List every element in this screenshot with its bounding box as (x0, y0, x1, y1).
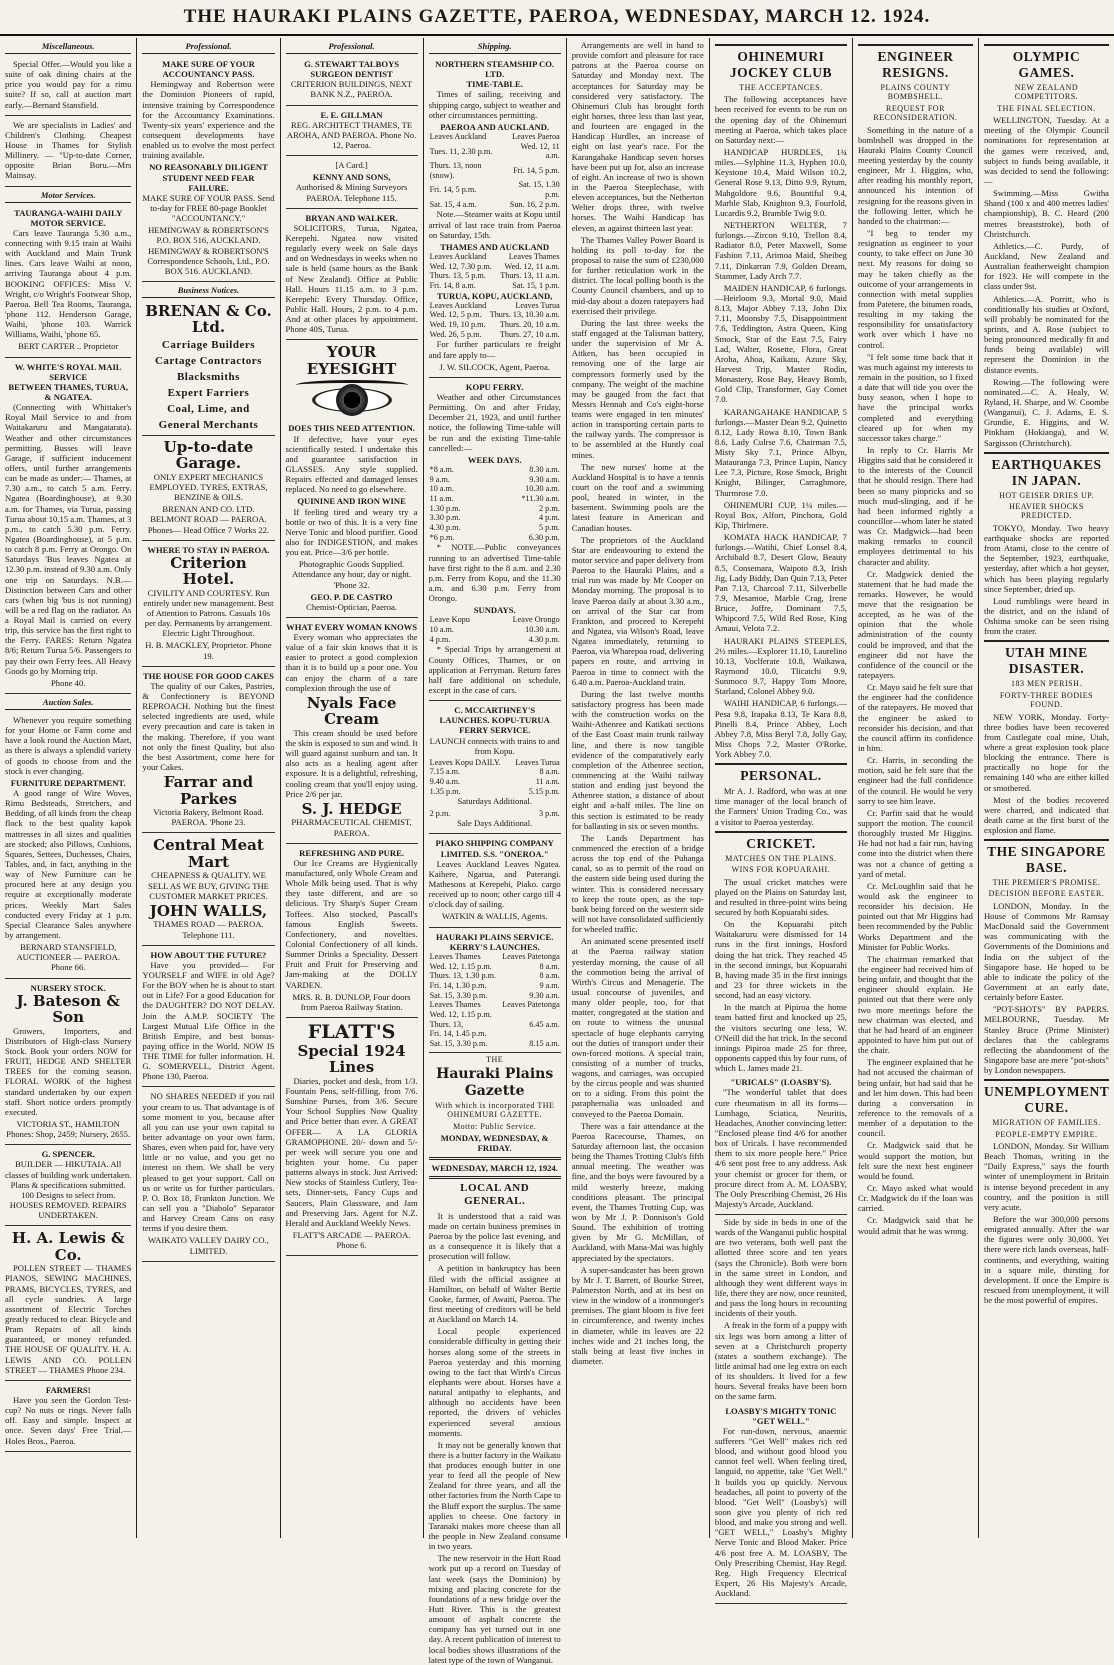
ad-auction-mart: Whenever you require something for your Home or Farm come and have a look round the Auction Mart, as there is always a splendid variety of goods to choose from and the stock is ever changing. FURNITURE DEPARTMENT. A good range of Wire Woves, Rimu Bedsteads, Stretchers, and Bedding, of all kinds from the cheap flock to the best quality kapok mattresses in all sizes and qualities are stocked; also Pillows, Cushions, Squares, Settees, Duchesses, Chairs, Tables, and, in fact, anything in the way of New Furniture can be procured here at any design you require at exceptionally moderate prices. Weekly Mart Sales conducted every Friday at 1 p.m. Special Clearance Sales anywhere by arrangement. BERNARD STANSFIELD, AUCTIONEER — PAEROA. Phone 66. (5, 713, 131, 979)
ad-gillman-architect: E. E. GILLMAN REG. ARCHITECT THAMES, TE AROHA, AND PAEROA. Phone No. 12, Paeroa. (286, 108, 418, 157)
ad-special-offer: Special Offer.—Would you like a suite of oak dining chairs at the price you would pay for a rimu suite? If so, call at auction mart early.—Bernard Stansfield. (5, 57, 131, 116)
ad-mccartney-launches: C. MCCARTHNEY'S LAUNCHES. KOPU-TURUA FERRY SERVICE. LAUNCH connects with trains to and from Kopu. Leaves Kopu DAILY. Leaves Turua 7.15 a.m. 8 a.m. 9.40 a.m. 11 a.m. 1.35 p.m. 5.15 p.m. Saturdays Additional. 2 p.m. 3 p.m. Sale Days Additional. (429, 703, 561, 834)
ad-northern-steamship: NORTHERN STEAMSHIP CO. LTD. TIME-TABLE. Times of sailing, receiving and shipping cargo, subject to weather and other circumstances permitting. PAEROA AND AUCKLAND. Leaves Auckland Leaves Paeroa Tues. 11, 2.30 p.m. Wed. 12, 11 a.m. Thurs. 13, noon (snow). Fri. 14, 5 p.m. Fri. 14, 5 p.m. Sat. 15, 1.30 p.m. Sat. 15, 4 a.m. Sun. 16, 2 p.m. Note.—Steamer waits at Kopu until arrival of last race train from Paeroa on Saturday, 15th. THAMES AND AUCKLAND Leaves Auckland Leaves Thames Wed. 12, 7.30 p.m. Wed. 12, 11 a.m. Thurs. 13, 5 p.m. Thurs. 13, 11 a.m. Fri. 14, 8 a.m. Sat. 15, 1 p.m. TURUA, KOPU, AUCKLAND, Leaves Auckland Leaves Turua Wed. 12, 5 p.m. Thurs. 13, 10.30 a.m. Wed. 19, 10 p.m. Thurs. 20, 10 a.m. Wed. 26, 5 p.m. Thurs. 27, 10 a.m. For further particulars re freight and fare apply to— J. W. SILCOCK, Agent, Paeroa. (429, 57, 561, 378)
ad-eyesight: YOUR EYESIGHT DOES THIS NEED ATTENTION. If defective, have your eyes scientifically tested. I undertake this and guarantee satisfaction in GLASSES. Any style supplied. Repairs effected and damaged lenses replaced. No need to go elsewhere. QUININE AND IRON WINE If feeling tired and weary try a bottle or two of this. It is a very fine Nerve Tonic and blood purifier. Good also for INDIGESTION, and makes you eat. Price—3/6 per bottle. Photographic Goods Supplied. Attendance any hour, day or night. 'Phone 32. GEO. P. DE CASTRO Chemist-Optician, Paeroa. (286, 342, 418, 618)
column-2 (137, 38, 280, 1538)
section-heading-professional: Professional. (142, 40, 274, 54)
section-heading-auction: Auction Sales. (5, 696, 131, 710)
ad-royal-mail-service: W. WHITE'S ROYAL MAIL SERVICE BETWEEN THAMES, TURUA, & NGATEA. (Connecting with Whittaker's Royal Mail Service to and from Waitakaruru and Mangatarata). Weather and other circumstances permitting. Busses will leave Garage, if sufficient inducement offers, until further arrangements can be made as under:— Thames, at 7.30 a.m., to catch 5 a.m. Ferry. Ngatea (Boardinghouse), at 9.30 a.m. for Thames, via Turua, passing Turua about 10.15 a.m. Thames, at 3 p.m., to catch 5.30 p.m. Ferry. Ngatea (Boardinghouse), at 5 p.m. to catch 8 p.m. Ferry at Orongo. On Saturdays 'Bus leaves Ngatea at 12.30 p.m. instead of 9.30 a.m. Only one trip on Saturdays. N.B.—Distinction between Cars and other cars (when big 'bus is not running) will be a red flag on the radiator. As a Royal Mail is carried on every trip, this service has the first right to the Ferry. FARES: Return Ngatea 8/6; Return Turua 5/6. Passengers to pay their own Ferry fees. All Heavy Goods go by Morning trip. Phone 40. (5, 360, 131, 695)
editorial-masthead: THE Hauraki Plains Gazette With which is incorporated THE OHINEMURI GAZETTE. Motto: Public Service. MONDAY, WEDNESDAY, & FRIDAY. WEDNESDAY, MARCH 12, 1924. (429, 1055, 561, 1179)
article-singapore-base: THE SINGAPORE BASE. THE PREMIER'S PROMISE. DECISION BEFORE EASTER. LONDON, Monday. In the House of Commons Mr Ramsay MacDonald said the Government was communicating with the Governments of the Dominions and India on the subject of the Singapore base. He hoped to be able to indicate the policy of the Government at an early date, certainly before Easter. "POT-SHOTS" BY PAPERS. MELBOURNE, Tuesday. Mr Stanley Bruce (Prime Minister) declares that the cablegrams reflecting the abandonment of the Singapore base are mere "pot-shots" by London newspapers. (984, 839, 1109, 1075)
timetable-ferry-weekdays: *8 a.m. 8.30 a.m. 9 a.m. 9.30 a.m. 10 a.m. 10.30 a.m. 11 a.m. *11.30 a.m. 1.30 p.m. 2 p.m. 3.30 p.m. 4 p.m. 4.30 p.m. 5 p.m. *6 p.m. 6.30 p.m. (429, 465, 560, 542)
column-4 (424, 38, 567, 1665)
timetable-launches: Leaves Kopu DAILY. Leaves Turua 7.15 a.m. 8 a.m. 9.40 a.m. 11 a.m. 1.35 p.m. 5.15 p.m. (429, 757, 560, 796)
column-5 (567, 38, 710, 1538)
ad-hauraki-plains-service: HAURAKI PLAINS SERVICE. KERRY'S LAUNCHES. Leaves Thames Leaves Patetonga Wed. 12, 1.15 p.m. 8 a.m. Thurs. 13, 1.30 p.m. 8 a.m. Fri. 14, 1.30 p.m. 9 a.m. Sat. 15, 3.30 p.m. 9.30 a.m. Leaves Thames Leaves Patetonga Wed. 12, 1.15 p.m. Thurs. 13, 6.45 a.m. Fri. 14, 1.45 p.m. Sat. 15, 3.30 p.m. 8.15 a.m. (429, 930, 561, 1053)
ad-nyals-face-cream: WHAT EVERY WOMAN KNOWS Every woman who appreciates the value of a fair skin knows that it is easier to protect a good complexion than it is to build up a poor one. You can enjoy the charm of a rare complexion through the use of Nyals Face Cream This cream should be used before the skin is exposed to sun and wind. It will guard against sunburn and tan. It also acts as a healing agent after exposure. It is a delightful, refreshing, cooling cream that you'll enjoy using. Price 2/6 per jar. S. J. HEDGE PHARMACEUTICAL CHEMIST, PAEROA. (286, 620, 418, 844)
ad-flatts: FLATT'S Special 1924 Lines Diaries, pocket and desk, from 1/3. Fountain Pens, self-filling, from 7/6. Sunshine Purses, from 3/6. Secure Your School Supplies Now Quality and Price better than ever. A GREAT OFFER— A LA GLORIA GRAMOPHONE. 20/- down and 5/- per week will secure you one and brighten your home. Cu paper patterns always in stock. Just Arrived: New stocks of Stainless Cutlery, Tea-sets, Dinner-sets, Fancy Cups and Saucers, Plain Glassware, and Jam and Preserving Jars. Agent for N.Z. Herald and Auckland Weekly News. FLATT'S ARCADE — PAEROA. Phone 6. (286, 1020, 418, 1256)
ad-good-cakes: THE HOUSE FOR GOOD CAKES The quality of our Cakes, Pastries, & Confectionery is BEYOND REPROACH. Nothing but the finest selected ingredients are used, while every precaution and care is taken in the making. Therefore, if you want not only the finest Quality, but also the best Assortment, come here for your Cakes. Farrar and Parkes Victoria Bakery, Belmont Road. PAEROA. 'Phone 23. (142, 669, 274, 834)
section-heading-shipping: Shipping. (429, 40, 561, 54)
newspaper-page (0, 38, 1114, 1665)
timetable-kerry-launches: Leaves Thames Leaves Patetonga Wed. 12, 1.15 p.m. 8 a.m. Thurs. 13, 1.30 p.m. 8 a.m. Fri. 14, 1.30 p.m. 9 a.m. Sat. 15, 3.30 p.m. 9.30 a.m. Leaves Thames Leaves Patetonga Wed. 12, 1.15 p.m. Thurs. 13, 6.45 a.m. Fri. 14, 1.45 p.m. Sat. 15, 3.30 p.m. 8.15 a.m. (429, 951, 560, 1048)
ad-lewis-co: H. A. Lewis & Co. POLLEN STREET — THAMES PIANOS, SEWING MACHINES, PRAMS, BICYCLES, TYRES, and all cycle sundries. A large assortment of Electric Torches greatly reduced to clear. Bicycle and Pram Repairs of all kinds guaranteed, or money refunded. THE HOUSE OF QUALITY. H. A. LEWIS AND CO. POLLEN STREET — THAMES Phone 234. (5, 1228, 131, 1381)
ad-brenan-co: BRENAN & Co. Ltd. Carriage Builders Cartage Contractors Blacksmiths Expert Farriers Coal, Lime, and General Merchants Up-to-date Garage. ONLY EXPERT MECHANICS EMPLOYED. TYRES, EXTRAS, BENZINE & OILS. BRENAN AND CO. LTD. BELMONT ROAD — PAEROA. Phones— Head Office 7 Works 22. (142, 301, 274, 541)
article-cricket: CRICKET. MATCHES ON THE PLAINS. WINS FOR KOPUARAHI. The usual cricket matches were played on the Plains on Saturday last, and resulted in three-point wins being secured by both Kopuarahi sides. On the Kopuarahi pitch Waitakaruru were dismissed for 14 runs in the first innings, Hosford doing the hat trick. They reached 45 in the second innings, but Kopuarahi B, having made 35 in the first innings and 23 for three wickets in the second, had an easy victory. In the match at Pipiroa the home team batted first and knocked up 25, the visitors securing one less, W. O'Neill did the hat trick. In the second innings Pipiroa made 25 for three, opponents capped this by four runs, of which L. James made 21. (715, 831, 847, 1073)
ad-spencer-builder: G. SPENCER. BUILDER — HIKUTAIA. All classes of building work undertaken. Plans & specifications submitted. 100 Designs to select from. HOUSES REMOVED. REPAIRS UNDERTAKEN. (5, 1147, 131, 1226)
article-engineer-resigns: ENGINEER RESIGNS. PLAINS COUNTY BOMBSHELL. REQUEST FOR RECONSIDERATION. Something in the nature of a bombshell was dropped in the Hauraki Plains County Council meeting yesterday by the county engineer, Mr J. Higgins, who, after reading his monthly report, announced his intention of resigning for the reasons given in the following letter, which he handed to the chairman:— "I beg to tender my resignation as engineer to your county, to take effect on June 30 next. My reasons for doing so may be taken chiefly as the outcome of your arrangements in connection with metal supplies from Patetere, the bitumen roads, resulting in my taking the responsibility for unsatisfactory work over which I have no control. "I felt some time back that it was much against my interests to remain in the position, so I fixed a date that will tide you over the busy season, when I hope to have the principal works completed and everything cleared up for when my successor takes charge." In reply to Cr. Harris Mr Higgins said that he considered it to the interests of the Council that he should resign. There had been so many pinpricks and so much mud-slinging, and if he had been informed rightly a councillor—whom later he stated was Cr. Madgwick—had been making remarks to council employees detrimental to his character and ability. Cr. Madgwick denied the statement that he had made the remarks. However, he would move that the resignation be accepted, as he was of the opinion that the whole administration of the county could be improved, and that the engineer did not have the confidence of the council or the ratepayers. Cr. Mayo said he felt sure that the engineer had the confidence of the ratepayers. He moved that the engineer be asked to reconsider his decision, and that the council affirm its confidence in him. Cr. Harris, in seconding the motion, said he felt sure that the engineer had the full confidence of the council. He would be very sorry to see him leave. Cr. Parfitt said that he would support the motion. The council thoroughly trusted Mr Higgins. He had not had a fair run, having come into the district when there was not a chance of getting a yard of metal. Cr. McLoughlin said that he would ask the engineer to reconsider his decision. He pointed out that Mr Higgins had been recommended by the Public Works Department and the Minister for Public Works. The chairman remarked that the engineer had received him of being unfair, and thought that the engineer should explain. He pointed out that there were only two more meetings before the new chairman was elected, and that he had heard of an engineer appointed to have him put out of the chair. The engineer explained that he had not accused the chairman of being unfair, but had said that he and let him down. This had been during a conversation in reference to the removals of a member of a deputation to the council. Cr. Madgwick said that he would support the motion, but felt sure the next best engineer would be found. Cr. Mayo asked what would Cr. Madgwick do if the loan was carried. Cr. Madgwick said that he would admit that he was wrong. (858, 44, 973, 1236)
ad-amp-society: HOW ABOUT THE FUTURE? Have you provided— For YOURSELF and WIFE in old Age? For the BOY when he is about to start out in Life? For a good Education for the DAUGHTER? DO NOT DELAY. Join the A.M.P. SOCIETY The Largest Mutual Life Office in the British Empire, and best bonus-paying office in the World. NOW IS THE TIME for fuller information. H. G. SOMERVELL, District Agent. Phone 130, Paeroa. (142, 948, 274, 1088)
column-7 (853, 38, 979, 1538)
ad-piako-shipping: PIAKO SHIPPING COMPANY LIMITED. S.S. "ONEROA." Leaves Auckland Leaves Ngatea. Kaihere, Ngarua, and Paterangi. Mathesons at Kerepehi, Piako. cargo received up to noon; other cargo till 4 o'clock day of sailing. WATKIN & WALLIS, Agents. (429, 836, 561, 927)
ad-central-meat-mart: Central Meat Mart CHEAPNESS & QUALITY. WE SELL AS WE BUY, GIVING THE CUSTOMER MARKET PRICES. JOHN WALLS, THAMES ROAD — PAEROA. Telephone 111. (142, 835, 274, 945)
section-heading-miscellaneous: Miscellaneous. (5, 40, 131, 54)
ad-accountancy-pass: MAKE SURE OF YOUR ACCOUNTANCY PASS. Hemingway and Robertson were the Dominion Pioneers of rapid, intensive training by Correspondence for the Accountancy Examinations. Twenty-six years' experience and the consequent developments have enabled us to evolve the most perfect training available. NO REASONABLY DILIGENT STUDENT NEED FEAR FAILURE. MAKE SURE OF YOUR PASS. Send to-day for FREE 80-page Booklet "ACCOUNTANCY." HEMINGWAY & ROBERTSON'S P.O. BOX 516, AUCKLAND. HEMINGWAY & ROBERTSON'S Correspondence Schools, Ltd., P.O. BOX 516. AUCKLAND. (142, 57, 274, 282)
section-heading-professional-2: Professional. (286, 40, 418, 54)
article-personal: PERSONAL. Mr A. J. Radford, who was at one time manager of the local branch of the Farmers' Union Trading Co., was a visitor to Paeroa yesterday. (715, 763, 847, 826)
column-3 (281, 38, 424, 1538)
article-local-continued: Arrangements are well in hand to provide comfort and pleasure for race patrons at the Paeroa course on Saturday and Monday next. The acceptances for Saturday may be considered very satisfactory. The Ohinemuri Club has brought forth eight horses, three less than last year, and fourteen are engaged in the Handicap Hurdles, an increase of eight on last year's race. For the Karangahake Handicap seven horses have been put up for, also an increase of eight. An increase of two is shown in the Paeroa Steeplechase, with eleven acceptances, but the Netherton Welter drops three, with twelve horses. The Waihi Handicap has eleven, as against thirteen last year. The Thames Valley Power Board is holding its poll to-day for the proposal to raise the sum of £230,000 for further reticulation work in the district. The local polling booth is the County Council chambers, and up to mid-day about a dozen ratepayers had exercised their privilege. During the last three weeks the staff engaged at the Talisman battery, under the supervision of Mr A. Aitken, has been occupied in removing one of the large air compressors formerly used by the company. The weight of the machine may be gauged from the fact that Messrs Hennah and Co's eight-horse teams were engaged in ten minutes' action in transporting certain parts to the railway yards. The compressor is to be assembled at the Huntly coal mines. The new nurses' home at the Auckland Hospital is to have a tennis court on the roof and a swimming pool, heated in winter, in the basement. Swimming pools are the latest feature in American and Canadian houses. The proprietors of the Auckland Star are endeavouring to extend the motor service and paper delivery from Paeroa to the Hauraki Plains, and a trial run was made by Mr Cooper on Monday morning. The proposal is to leave Paeroa daily at about 3.30 a.m., on arrival of the Star car from Frankton, and proceed to Kerepehi and Ngatea, via Wilson's Road, leave Ngatea immediately, returning to Paeroa, via Wharepoa road, delivering papers en route, and arriving in Paeroa in time to connect with the 6.40 a.m. Paeroa-Auckland train. During the last twelve months satisfactory progress has been made with the construction works on the Waihi-Athenree and Katikati sections of the East Coast main trunk railway line, and there is now tangible evidence of the comparatively early completion of the Athenree section, commencing at the Waihi railway station and ending just beyond the Athenree station, a distance of about eight and a-half miles. The line on this section is estimated to be ready for ballasting in six or seven months. The Lands Department has commenced the erection of a bridge across the top end of the Puhanga canal, so as to permit of the road on the eastern side being used during the winter. This is considered necessary to keep the route open, as the top-bank being forced on the western side will not have consolidated sufficiently for wheeled traffic. An animated scene presented itself at the Paeroa railway station yesterday morning, the cause of all the commotion being the arrival of Wirth's Circus and Menagerie. The usual concourse of juveniles, and many older people, too, for that matter, congregated at the station and on route to witness the unusual spectacle of huge elephants carrying out the duties of transport under their own-forced motions. A special train, consisting of a number of trucks, wagons, and carriages, was occupied by the circus people and was shunted on to a siding. From this point the paraphernalia was unloaded and conveyed to the Paeroa Domain. There was a fair attendance at the Paeroa Racecourse, Thames, on Saturday afternoon last, the occasion being the Thames Trotting Club's fifth annual meeting. The weather was fine, and the boys were favoured by a mild westerly breeze, making conditions pleasant. The principal event, the Thames Trotting Cup, was won by Mr J. P. Donnison's Gold Sound. The exhibition of trotting given by Mr G. McMillan, of Auckland, with Mana-Mai was highly appreciated by the spectators. A super-sandcaster has been grown by Mr J. T. Barrett, of Bourke Street, Palmerston North, and at its best on view in the window of a ironmonger's premises. The giant bloom is five feet in circumference, and twenty inches in diameter, while its leaves are 22 inches wide and 21 inches long, the stalk being at least five inches in diameter. (571, 40, 704, 1366)
ad-uricals: "URICALS" (LOASBY'S). "The wonderful tablet that does cure rheumatism in all its forms—Lumbago, Sciatica, Neuritis, Headaches, Another convincing letter: "Enclosed please find 4/6 for another box of Uricals. I have recommended them to six more people here." Price 4/6 sent post free to any address. Ask your chemist or grocer for them, or procure direct from A. M. LOASBY, The Only Prescribing Chemist, 26 His Majesty's Arcade, Auckland. (715, 1075, 847, 1215)
column-8 (979, 38, 1114, 1538)
timetable-ferry-sundays: Leave Kopu Leave Orongo 10 a.m. 10.30 a.m. 4 p.m. 4.30 p.m. (429, 615, 560, 644)
section-heading-business: Business Notices. (142, 284, 274, 298)
ad-loasby-tonic: LOASBY'S MIGHTY TONIC "GET WELL." For run-down, nervous, anaemic sufferers "Get Well" makes rich red blood, and without good blood you cannot feel well. When feeling tired, languid, no appetite, take "Get Well." It builds you up quickly. Nervous headaches, all point to poverty of the blood. "Get Well" (Loasby's) will soon give you plenty of rich red blood, and make you strong and well. "GET WELL," Loasby's Mighty Nerve Tonic and Blood Maker. Price 4/6 post free A. M. LOASBY, The Only Prescribing Chemist, Hay Regd. Reg. High Frequency Electrical Expert, 26 His Majesty's Arcade, Auckland. (715, 1404, 847, 1605)
eye-illustration-icon (288, 380, 416, 420)
ad-bryan-walker: BRYAN AND WALKER. SOLICITORS, Turua, Ngatea, Kerepehi. Ngatea now visited regularly every week on Sale days and on Wednesdays in weeks when no sale is held (same hours as the Bank of New Zealand). Office at Public Hall. Hours 11.15 a.m. to 3 p.m. Kerepehi: Every Thursday. Office, Public Hall. Hours, 2 p.m. to 4 p.m. And at other places by appointment. Phone 40S, Turua. (286, 211, 418, 341)
ad-clothing-specialists: We are specialists in Ladies' and Children's Clothing. Cheapest House in Thames for Stylish Millinery. — "Up-to-date Corner, opposite Brian Boru.—Mrs Mainsay. (5, 118, 131, 187)
article-jockey-club: OHINEMURI JOCKEY CLUB THE ACCEPTANCES. The following acceptances have been received for events to be run on the opening day of the Ohinemuri meeting at Paeroa, which takes place on Saturday next:— HANDICAP HURDLES, 1¾ miles.—Sylphine 11.3, Hyphen 10.0, Keystone 10.4, Maid Wilson 10.2, General Rose 9.13, Ditto 9.9, Rytum, Mahgoldore 9.6, Bountiful 9.4, Marble Slab, Knighton 9.3, Fourfold, Lucardis 9.2, Bramble Twig 9.0. NETHERTON WELTER, 7 furlongs.—Zircon 9.10, Trellon 8.4, Radiator 8.0, Peter Maxwell, Some Fashion 7.11, Arimoa Maid, Sheibeg 7.11, Dinkarran 7.9, Golden Dream, Stammer, Lady Arch 7.7. MAIDEN HANDICAP, 6 furlongs.—Heirloom 9.3, Mortal 9.0, Maid 8.13, Major Abbey 7.13, John Dix 7.11, Moonsby 7.5, Disappointment 7.6, Teddington, Astra Queen, King Smock, Star of the East 7.5, Fairy Lad, Walter, Rosette, Flora, Great Aroha, Ahoa, Kaikatu, Azure Sky, Harvest Trip, Master Rodin, Monastery, Rose Bay, Heavy Bomb, Gold Clip, Transformer, Gay Comet 7.0. KARANGAHAKE HANDICAP, 5 furlongs.—Master Dean 9.2, Quinetto 8.12, Lady Rowa 8.10, Town Bank 8.6, Lady Culrse 7.6, Chairman 7.5, Misty Sky 7.1, Prince Albyn, Matauranga 7.3, Prince Lupin, Nancy Lee 7.3, Picture, Rose Smock, Bright Knight, Bilinger, Carraghmore, Thurmrose 7.0. OHINEMURI CUP, 1¼ miles.—Royal Box, Alfort, Pinchora, Gold Kip, Thirlmere. KOMATA HACK HANDICAP, 7 furlongs.—Watihi, Chief Lonsel 8.4, Archibald 8.7, Desert Glow, Beauty 8.5, Consemara, Waipoto 8.3, Irish Jig, Lady Biddy, Dan Quin 7.13, Peter Pan 7.13, Charcoal 7.11, Silverbelle 7.9, Mesamoe, Marble Crag, Irene Bruce, Joffre, Dominant 7.5, Whipcord 7.5, Wild Red Rose, King Amaui, Velota 7.2. HAURAKI PLAINS STEEPLES, 2½ miles.—Explorer 11.10, Laurelino 10.13, Voclferate 10.8, Waikawa, Raymond 10.0, Tlicatchi 9.9, Sunmoco 9.7, Happy Tom Moore, Starland, Colonel Abbey 9.0. WAIHI HANDICAP, 6 furlongs.—Pesa 9.8, Irapaka 8.13, Te Kara 8.8, Pinelli 8.4, Prince Abbey, Loch Abbey 7.8, Miss Beryl 7.8, Jolly Gay, Miss Chops 7.2, Master O'Rorke, York Abbey 7.0. (715, 44, 847, 759)
ad-kopu-ferry: KOPU FERRY. Weather and other Circumstances Permitting. On and after Friday, December 21, 1923, and until further notice, the following Time-table will be run and the existing Time-table cancelled:— WEEK DAYS. *8 a.m. 8.30 a.m. 9 a.m. 9.30 a.m. 10 a.m. 10.30 a.m. 11 a.m. *11.30 a.m. 1.30 p.m. 2 p.m. 3.30 p.m. 4 p.m. 4.30 p.m. 5 p.m. *6 p.m. 6.30 p.m. * NOTE.—Public conveyances running to an advertised Time-table have first right to the 8 a.m. and 2.30 p.m. Ferry from Kopu, and the 11.30 a.m. and 6.30 p.m. Ferry from Orongo. SUNDAYS. Leave Kopu Leave Orongo 10 a.m. 10.30 a.m. 4 p.m. 4.30 p.m. * Special Trips by arrangement at County Offices, Thames, or on application at Ferryman. Return fares half fare additional on schedule, except in the case of cars. (429, 380, 561, 701)
column-1 (0, 38, 137, 1538)
article-olympic-games: OLYMPIC GAMES. NEW ZEALAND COMPETITORS. THE FINAL SELECTION. WELLINGTON, Tuesday. At a meeting of the Olympic Council nominations for representation at the games were received, and, subject to funds being available, it was decided to send the following:— Swimming.—Miss Gwitha Shand (100 x and 400 metres ladies' championship), B. C. Heard (200 metres breaststroke), both of Christchurch. Athletics.—C. Purdy, of Auckland, New Zealand and Australian featherweight champion for 1923. He will compete in the class under 9st. Athletics.—A. Porritt, who is conditionally his studies at Oxford, will probably be nominated for the sprints, and A. Rose (subject to being pronounced medically fit and funds being available) will represent the Dominion in the distance events. Rowing.—The following were nominated.—C. A. Healy, W. Ryland, H. Sharpe, and W. Coombe (Wanganui), C. J. Adams, E. S. Grundie, E. Higgins, and W. Pinkham (Hokianga), and W. Sargisson (Christchurch). (984, 44, 1109, 448)
article-earthquakes-japan: EARTHQUAKES IN JAPAN. HOT GEISER DRIES UP. HEAVIER SHOCKS PREDICTED. TOKYO, Monday. Two heavy earthquake shocks are reported from Atami, close to the centre of the September, 1923, earthquake, yesterday, after which a hot geyser, which has been playing regularly since September, dried up. Loud rumblings were heard in the district, and on the island of Oshima smoke can be seen rising from the crater. (984, 452, 1109, 637)
article-utah-mine: UTAH MINE DISASTER. 183 MEN PERISH. FORTY-THREE BODIES FOUND. NEW YORK, Monday. Forty-three bodies have been recovered from Castlegate coal mine, Utah, where a great explosion took place blocking the entrance. There is practically no hope for the remaining 140 who are either killed or smothered. Most of the bodies recovered were charred, and indicated that death came at the first burst of the explosion and flame. (984, 640, 1109, 835)
timetable-thames-auckland: Leaves Auckland Leaves Thames Wed. 12, 7.30 p.m. Wed. 12, 11 a.m. Thurs. 13, 5 p.m. Thurs. 13, 11 a.m. Fri. 14, 8 a.m. Sat. 15, 1 p.m. (429, 251, 560, 290)
article-local-and-general: LOCAL AND GENERAL. It is understood that a raid was made on certain business premises in Paeroa by the police last evening, and as a consequence it is likely that a prosecution will follow. A petition in bankruptcy has been filed with the official assignee at Hamilton, on behalf of Walter Bertie Cooke, farmer, of Awaiti, Paeroa. The first meeting of creditors will be held at Auckland on March 14. Local people experienced considerable difficulty in getting their horses along some of the streets in Paeroa yesterday and this morning owing to the fact that Wirth's Circus elephants were about. Horses have a natural antipathy to elephants, and although no accidents have been reported, the drivers of vehicles experienced several anxious moments. It may not be generally known that there is a butter factory in the Waikato that produces enough butter in one year to feed all the people of New Zealand for three years, and all the other factories from the North Cape to the Bluff export the surplus. The same applies to cheese. One factory in Taranaki makes more cheese than all the people in New Zealand consume in two years. The new reservoir in the Hutt Road work put up a record on Tuesday of last week (says the Dominion) by mixing and placing concrete for the foundations of a new bridge over the Hutt River. This is the greatest amount of asphalt concrete the company has yet turned out in one day. A recent publication of interest to local bodies shows illustrations of the latest type of the town of Wanganui. (428, 1181, 561, 1665)
column-6 (710, 38, 853, 1599)
ad-tauranga-waihi-motor: TAURANGA-WAIHI DAILY MOTOR SERVICE. Cars leave Tauranga 5.30 a.m., connecting with 9.15 train at Waihi with Auckland and Main Trunk lines. Cars leave Waihi at noon, arriving Tauranga about 4 p.m. BOOKING OFFICES: Miss V. Wright, c/o Wright's Footwear Shop, Paeroa. Bell Tea Rooms, Tauranga, 'phone 112. Henderson Garage, Waihi, 'phone 103. Warrick Williams, Waihi, 'phone 65. BERT CARTER .. Proprietor (5, 206, 131, 358)
section-heading-motor: Motor Services. (5, 189, 131, 203)
newspaper-masthead: THE HAURAKI PLAINS GAZETTE, PAEROA, WEDNESDAY, MARCH 12. 1924. (0, 0, 1114, 36)
ad-talboys-dentist: G. STEWART TALBOYS SURGEON DENTIST CRITERION BUILDINGS, NEXT BANK N.Z., PAEROA. (286, 57, 418, 106)
timetable-paeroa-auckland: Leaves Auckland Leaves Paeroa Tues. 11, 2.30 p.m. Wed. 12, 11 a.m. Thurs. 13, noon (snow). Fri. 14, 5 p.m. Fri. 14, 5 p.m. Sat. 15, 1.30 p.m. Sat. 15, 4 a.m. Sun. 16, 2 p.m. (429, 132, 560, 209)
ad-farmers-testcup: FARMERS! Have you seen the Gordon Test-cup? No nuts or rings. Never falls off. Easy and simple. Inspect at once. Seven days' Free Trial.—Holes Bros., Paeroa. (5, 1383, 131, 1452)
ad-dolly-varden: REFRESHING AND PURE. Our Ice Creams are Hygienically manufactured, only Whole Cream and Whole Milk being used. That is why they taste different, and are so delicious. Try Sharp's Super Cream Toffees. Also stocked, Pascall's famous English Sweets. Confectionery, and novelties. Colonial Confectionery of all kinds. Summer Drinks a Speciality. Dessert Fruit and Fruit for Preserving and Jam-making at the DOLLY VARDEN. MRS. R. B. DUNLOP, Four doors from Paeroa Railway Station. (286, 846, 418, 1018)
ad-criterion-hotel: WHERE TO STAY IN PAEROA. Criterion Hotel. CIVILITY AND COURTESY. Run entirely under new management. Best of Attention to Patrons. Casuals 10s per day. Permanents by arrangement. Electric Light Throughout. H. B. MACKLEY, Proprietor. Phone 19. (142, 543, 274, 667)
ad-bateson-nursery: NURSERY STOCK. J. Bateson & Son Growers, Importers, and Distributors of High-class Nursery Stock. Book your orders NOW for FRUIT, HEDGE AND SHELTER TREES for the coming season. FLORAL WORK of the highest standard undertaken by our expert staff. Short notice orders promptly executed. VICTORIA ST., HAMILTON Phones: Shop, 2459; Nursery, 2655. (5, 981, 131, 1146)
article-unemployment-cure: UNEMPLOYMENT CURE. MIGRATION OF FAMILIES. PEOPLE-EMPTY EMPIRE. LONDON, Monday. Sir William Beach Thomas, writing in the "Daily Express," says the fourth winter of unemployment in Britain is intense beyond precedent in any country, and the position is still very acute. Before the war 300,000 persons emigrated annually. After the war the figures were only 30,000. Yet there were rich lands overseas, half-continents, and everything, waiting in a square mile, thirsting for development. If once the Empire is rescued from unemployment, it will be the most powerful of empires. (984, 1079, 1109, 1305)
article-veterans: Side by side in beds in one of the wards of the Wanganui public hospital are two veterans, both well past the allotted three score and ten years (says the Chronicle). Both were born in the same street in London, and although they went different ways in life, there they are now, once reunited, and pass the long hours in recounting incidents of their youth. A freak in the form of a puppy with six legs was born among a litter of seven at a Christchurch property (states a southern exchange). The little animal had one leg extra on each of its shoulders. It lived for a few hours. Several freaks have been born on the same farm. (714, 1217, 847, 1402)
timetable-turua-kopu: Leaves Auckland Leaves Turua Wed. 12, 5 p.m. Thurs. 13, 10.30 a.m. Wed. 19, 10 p.m. Thurs. 20, 10 a.m. Wed. 26, 5 p.m. Thurs. 27, 10 a.m. (429, 300, 560, 339)
ad-waikato-dairy: NO SHARES NEEDED if you rail your cream to us. That advantage is of some moment to you, because after all you can use your own capital to better advantage on your own farm. Shares, even when paid for, have very little or no value, and you get no interest on them. We shall be very pleased to get your support. Call on us or write us for further particulars. P. O. Box 18, Frankton Junction. We can sell you a "Diabolo" Separator and Harvey Cream Cans on easy terms if you desire them. WAIKATO VALLEY DAIRY CO., LIMITED. (142, 1089, 274, 1261)
ad-kenny-sons: [A Card.] KENNY AND SONS, Authorised & Mining Surveyors PAEROA. Telephone 115. (286, 158, 418, 209)
